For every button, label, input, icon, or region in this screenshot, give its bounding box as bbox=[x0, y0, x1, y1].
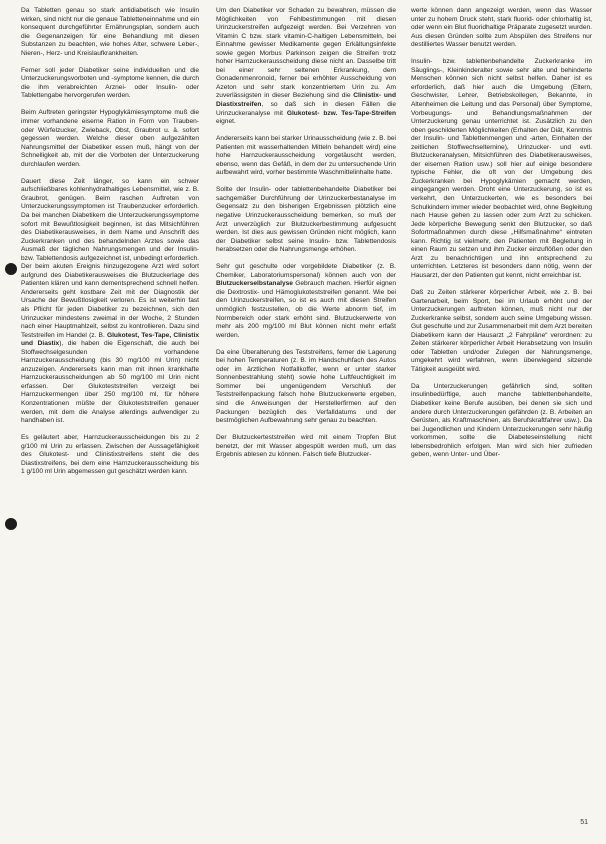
paragraph: Sollte der Insulin- oder tablettenbehandelte Diabetiker bei sachgemäßer Durchführung der Urinzuckerbestanalyse im Gegensatz zu den bisherigen Ergebnissen plötzlich eine negative Urinzuckerausscheidung bemerken, so muß der Arzt unverzüglich zur Blutzuckerbestimmung aufgesucht werden. Ist dies aus gewissen Gründen nicht möglich, kann der Diabetiker selbst seine Insulin- bzw. Tablettendosis herabsetzen oder die Nahrungsmenge erhöhen. bbox=[216, 186, 396, 254]
punch-hole-mark bbox=[5, 263, 17, 275]
text-column-middle bbox=[216, 7, 396, 468]
paragraph: Da Unterzuckerungen gefährlich sind, sollten insulinbedürftige, auch manche tablettenbehandelte, Diabetiker keine Berufe ausüben, bei denen sie sich und andere durch Unterzuckerungen gefährden (z. B. Arbeiten an Gerüsten, als Kraftmaschinen, als Berufskraftfahrer usw.). Da bei Jugendlichen und Kindern Unterzuckerungen sehr häufig vorkommen, sollte die Diabeteseinstellung nicht lebensbedrohlich erfolgen. Man wird sich hier zufrieden geben, wenn Unter- und Über- bbox=[411, 382, 592, 459]
paragraph: Dauert diese Zeit länger, so kann ein schwer aufschließbares kohlenhydrathaltiges Lebensmittel, wie z. B. Graubrot, genügen. Beim raschen Auftreten von Unterzuckerungssymptomen ist Traubenzucker erforderlich. Da bei manchen Diabetikern die Unterzuckerungssymptome sofort mit Bewußtlosigkeit beginnen, ist das Mitsichführen des Diabetikerausweises, in dem Name und Anschrift des Zuckerkranken und des behandelnden Arztes sowie das Ausmaß der täglichen Nahrungsmengen und der Insulin- bzw. Tablettendosis aufgezeichnet ist, unbedingt erforderlich. Der beim akuten Ereignis hinzugezogene Arzt wird sofort aufgrund des Diabetikerausweises die Blutzuckerlage des Patienten klären und kann dementsprechend schnell helfen. Andererseits geht kostbare Zeit mit der Diagnostik der Ursache der Bewußtlosigkeit verloren. Es ist weiterhin fast als Pflicht für jeden Diabetiker zu bezeichnen, sich den Urinzucker mindestens zweimal in der Woche, 2 Stunden nach einer Hauptmahlzeit, selbst zu kontrollieren. Dazu sind Teststreifen im Handel (z. B. Glukotest, Tes-Tape, Clinistix und Diastix), die haben die Eigenschaft, die auch bei Stoffwechselgesunden vorhandene Harnzuckerausscheidung (bis 30 mg/100 ml Urin) nicht anzuzeigen. Andererseits kann man mit ihnen krankhafte Harnzuckerausscheidungen ab 50 mg/100 ml Urin nicht erfassen. Der Glukoteststreifen verzeigt bei Harnzuckermengen über 250 mg/100 ml, für höhere Konzentrationen müßte der Glukoteststreifen genauer werden, mit dem die Analyse allerdings aufwendiger zu handhaben ist. bbox=[21, 177, 199, 425]
paragraph: Da Tabletten genau so stark antidiabetisch wie Insulin wirken, sind nicht nur die genaue Tabletteneinnahme und ein konsequent durchgeführter Ernährungsplan, sondern auch die Gegenanzeigen für eine Behandlung mit diesen Substanzen zu beachten, wie hohes Alter, schwere Leber-, Nieren-, Herz- und Kreislaufkrankheiten. bbox=[21, 7, 199, 57]
text-column-left bbox=[21, 7, 199, 485]
paragraph: Insulin- bzw. tablettenbehandelte Zuckerkranke im Säuglings-, Kleinkinderalter sowie sehr alte und behinderte Menschen können sich nicht selbst helfen. Daher ist es erforderlich, daß hier auch die Umgebung (Eltern, Geschwister, Lehrer, Betriebskollegen, Bekannte, in Altenheimen die Leitung und das Personal) über Symptome, Vorbeugungs- und Behandlungsmaßnahmen der Unterzuckerung genau unterrichtet ist. Zusätzlich zu den oben geschilderten Möglichkeiten (Erhalten der Diät, Kenntnis der Insulin- und Tablettenmengen und -arten, Einhalten der zeitlichen Stoffwechselternine), Urinzucker- und evtl. Blutzuckeranalysen, Mitsichführen des Diabetikerausweises, der eisernen Ration usw.) soll hier auf einige besondere typische Fehler, die oft von der Umgebung des Zuckerkranken bei Hypoglykämien gemacht werden, eingegangen werden. Droht eine Unterzuckerung, so ist es verkehrt, den Unterzuckerten, wie es besonders bei Schulkindern immer wieder beobachtet wird, ohne Begleitung nach Hause gehen zu lassen oder zum Arzt zu schicken. Jede körperliche Bewegung senkt den Blutzucker, so daß Sofortmaßnahmen durch diese „Hilfsmaßnahme“ eintreten kann. Richtig ist vielmehr, den Patienten mit Begleitung in einen Raum zu setzen und ihm Zucker einzuflößen oder den Arzt zu benachrichtigen und ihn entsprechend zu unterrichten. Letzteres ist besonders dann nötig, wenn der Hausarzt, der den Patienten gut kennt, nicht erreichbar ist. bbox=[411, 58, 592, 279]
paragraph: Daß zu Zeiten stärkerer körperlicher Arbeit, wie z. B. bei Gartenarbeit, beim Sport, bei im Urlaub erhöht und der Unterzuckerungen auftreten können, muß nicht nur der Zuckerkranke selbst, sondern auch seine Umgebung wissen. Gut geschulte und zur Zusammenarbeit mit dem Arzt bereiten Diabetikern kann der Hausarzt „2 Fahrpläne“ verordnen: zu Zeiten stärkerer körperlicher Arbeit Herabsetzung von Insulin oder Tabletten und/oder Zulegen der Nahrungsmenge, umgekehrt wird verfahren, wenn überwiegend sitzende Tätigkeit ausgeübt wird. bbox=[411, 288, 592, 373]
paragraph: Der Blutzuckerteststreifen wird mit einem Tropfen Blut benetzt, der mit Wasser abgespült werden muß, um das Ergebnis ablesen zu können. Falsch tiefe Blutzucker- bbox=[216, 434, 396, 459]
paragraph: werte können dann angezeigt werden, wenn das Wasser unter zu hohem Druck steht, stark fluorid- oder chlorhaltig ist, oder wenn ein Blut fluoridhaltige Präparate zugesetzt wurden. Aus diesen Gründen sollte zum Abspülen des Streifens nur destilliertes Wasser benutzt werden. bbox=[411, 7, 592, 49]
paragraph: Um den Diabetiker vor Schaden zu bewahren, müssen die Möglichkeiten von Fehlbestimmungen mit diesen Urinzuckerstreifen aufgezeigt werden. Bei Verzehren von Vitamin C bzw. stark vitamin-C-haltigen Lebensmitteln, bei Einnahme gewisser Medikamente gegen Erkältungsinfekte sowie gegen Morbus Parkinson zeigen die Streifen trotz hoher Harnzuckerausscheidung diese nicht an. Dasselbe tritt bei einer sehr seltenen Erkrankung, dem Gonadenmenronoid, ferner bei erhöhter Ausscheidung von Azeton und sehr stark konzentriertem Urin zu. Am zuverlässigsten in dieser Beziehung sind die Clinistix- und Diastixstreifen, so daß sich in diesen Fällen die Urinzuckeranalyse mit Glukotest- bzw. Tes-Tape-Streifen eignet. bbox=[216, 7, 396, 126]
paragraph: Sehr gut geschulte oder vorgebildete Diabetiker (z. B. Chemiker, Laboratoriumspersonal) können auch von der Blutzuckerselbstanalyse Gebrauch machen. Hierfür eignen die Dextrostix- und Hämoglukoteststreifen genannt. Wie bei den Urinzuckerstreifen, so ist es auch mit diesen Streifen unmöglich festzustellen, ob die Werte abnorm tief, im Normbereich oder stark erhöht sind. Blutzuckerwerte von mehr als 200 mg/100 ml Blut können nicht mehr erfaßt werden. bbox=[216, 263, 396, 339]
paragraph: Ferner soll jeder Diabetiker seine individuellen und die Unterzuckerungsvorboten und -symptome kennen, die durch die ihm verabreichten Arznei- oder Insulin- oder Tablettengabe hervorgerufen werden. bbox=[21, 66, 199, 100]
text-column-right bbox=[411, 7, 592, 468]
paragraph: Es geläutert aber, Harnzuckerausscheidungen bis zu 2 g/100 ml Urin zu erfassen. Zwischen der Aussagefähigkeit des Glukotest- und Clinistixstreifens steht die des Diastixstreifens, bei dem eine Harnzuckerausscheidung bis 1 g/100 ml Urin abgemessen gut geschätzt werden kann. bbox=[21, 434, 199, 476]
page-number: 51 bbox=[580, 819, 588, 826]
paragraph: Beim Auftreten geringster Hypoglykämiesymptome muß die immer vorhandene eiserne Ration in Form von Trauben- oder Würfelzucker, Zwieback, Obst, Graubrot u. ä. sofort gegessen werden. Welche dieser oben aufgezählten Nahrungsmittel der Diabetiker essen muß, hängt von der Schnelligkeit ab, mit der die Vorboten der Unterzuckerung durchlaufen werden. bbox=[21, 109, 199, 168]
paragraph: Da eine Überalterung des Teststreifens, ferner die Lagerung bei hohen Temperaturen (z. B. im Handschuhfach des Autos oder im ärztlichen Notfallkoffer, wenn er unter starker Sonnenbestrahlung steht) sowie hohe Luftfeuchtigkeit im Sommer bei ungenügendem Verschluß der Teststreifenpackung falsch hohe Blutzuckerwerte ergeben, sind die Anweisungen der Herstellerfirmen auf den Packungen bezüglich des Verfalldatums und der bestmöglichen Aufbewahrung sehr genau zu beachten. bbox=[216, 348, 396, 425]
punch-hole-mark bbox=[5, 518, 17, 530]
paragraph: Andererseits kann bei starker Urinausscheidung (wie z. B. bei Patienten mit wasserhaltenden Mitteln behandelt wird) eine hohe Harnzuckerausscheidung vorgetäuscht werden, ebenso, wenn das Gefäß, in dem der zu untersuchende Urin aufbewahrt wird, vorher bestimmte Waschmittelinhalte hatte. bbox=[216, 135, 396, 177]
